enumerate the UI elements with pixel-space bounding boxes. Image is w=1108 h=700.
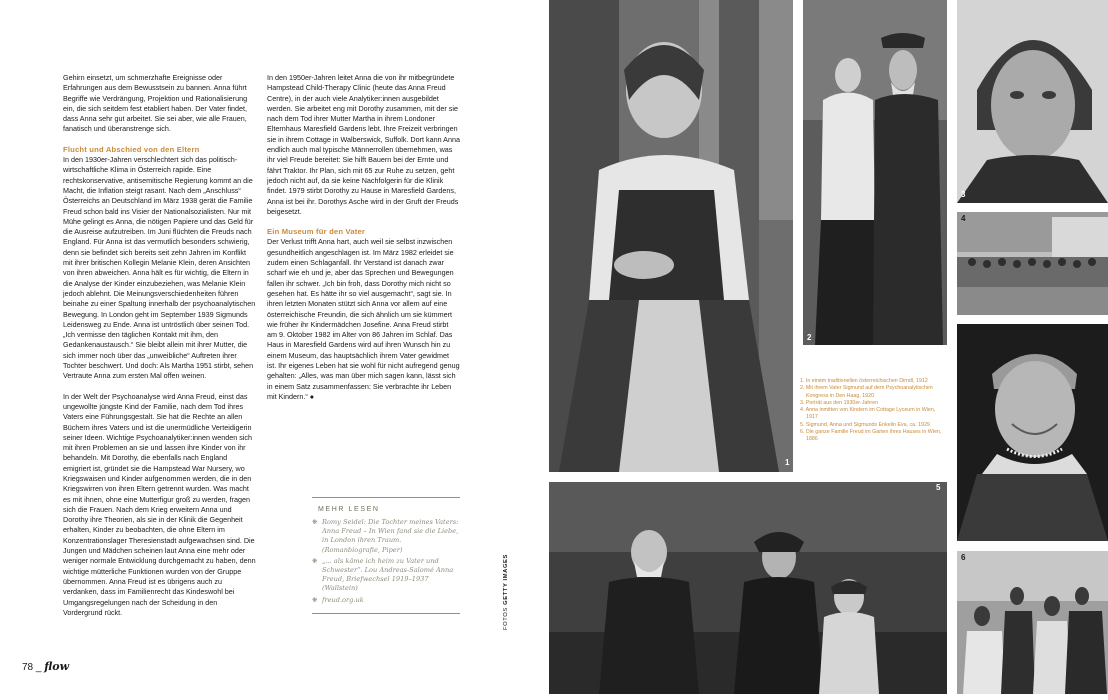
photo-dirndl-image [549,0,793,472]
caption-item: 2. Mit ihrem Vater Sigmund auf dem Psychoanalytischen Kongress in Den Haag, 1920 [800,385,933,399]
further-reading-item [312,518,460,555]
credit-prefix: FOTOS [503,607,509,630]
further-reading-link[interactable]: freud.org.uk [322,595,364,604]
photo-number: 4 [961,214,966,223]
caption-item: 4. Anna inmitten von Kindern im Cottage Lyceum in Wien, 1917 [800,407,936,421]
caption-item: 6. Die ganze Familie Freud im Garten ihres Hauses in Wien, 1886 [800,429,942,443]
body-paragraph [267,237,460,402]
further-reading-text: Romy Seidel: Die Tochter meines Vaters: Anna Freud – In Wien fand sie die Liebe, in London ihren Traum. (Romanbiografie, Piper) [322,518,459,554]
section-heading-flucht: Flucht und Abschied von den Eltern [63,144,200,154]
section-heading-museum: Ein Museum für den Vater [267,227,366,237]
photo-family-garden [957,551,1108,694]
flower-bullet-icon: ❋ [312,595,318,604]
credit-name: GETTY IMAGES [503,554,509,605]
photo-credit [503,554,509,630]
text-column-2 [267,73,460,412]
end-mark: ● [309,391,315,401]
flower-bullet-icon: ❋ [312,518,318,526]
photo-sigmund-anna-eva [549,482,947,694]
body-text: Der Verlust trifft Anna hart, auch weil sie selbst inzwischen gesundheitlich angeschlagen ist. Im März 1982 erleidet sie zudem einen Schlaganfall. Ihr Verstand ist danach zwar scharf wie eh und je, aber das Sprechen und Bewegungen fallen ihr schwer. „Ich bin froh, dass Dorothy mich nicht so gesehen hat. Es hätte ihr so viel ausgemacht“, sagt sie. In ihren letzten Monaten stützt sich Anna vor allem auf eine österreichische Freundin, die sich ähnlich um sie kümmert wie früher ihr Kindermädchen Josefine. Anna Freud stirbt am 9. Oktober 1982 im Alter von 86 Jahren im Schlaf. Das Haus in Maresfield Gardens wird auf ihren Wunsch hin zu einem Museum, das hauptsächlich ihrem Vater gewidmet ist. Ihr eigenes Leben hat sie wohl für nicht aufregend genug gehalten: „Alles, was man über mich sagen kann, lässt sich in einem Satz zusammenfassen: Sie verbrachte ihr Leben mit Kindern.“ [267,237,460,401]
body-paragraph: In den 1950er-Jahren leitet Anna die von ihr mitbegründete Hampstead Child-Therapy Clinic (heute das Anna Freud Centre), in der auch viele Analytiker:innen ausgebildet werden. Sie arbeitet eng mit Dorothy zusammen, mit der sie nach dem Tod ihrer Mutter Martha in ihrem Londoner Elternhaus Maresfield Gardens lebt. Ihre Freizeit verbringen sie in ihrem Cottage in Walberswick, Suffolk. Dort kann Anna endlich auch mal typische Männerrollen übernehmen, was ihr viel Freude bereitet: Sie hilft Bauern bei der Ernte und fährt Traktor. Ihr Plan, sich mit 65 zur Ruhe zu setzen, geht jedoch nicht auf, da sie keine Nachfolgerin für die Klinik findet. 1979 stirbt Dorothy zu Hause in Maresfield Gardens, Anna ist bei ihr. Dorothys Asche wird in der Gruft der Freuds beigesetzt. [267,73,460,216]
photo-portrait-image [957,0,1108,203]
page-footer [22,660,69,673]
photo-number: 2 [807,333,812,342]
photo-number: 1 [785,458,790,467]
photo-number: 6 [961,553,966,562]
photo-children-image [957,212,1108,315]
photo-children-group [957,212,1108,315]
footer-separator: _ [35,662,42,673]
caption-item: 1. In einem traditionellen österreichischen Dirndl, 1912 [800,378,928,384]
further-reading-box [312,497,460,614]
photo-anna-older-image [957,324,1108,541]
body-paragraph: In den 1930er-Jahren verschlechtert sich das politisch-wirtschaftliche Klima in Österreich rapide. Eine rechtskonservative, antisemitische Regierung kommt an die Macht, die Inflation steigt rasant. Nach dem „Anschluss“ Österreichs an Deutschland im März 1938 gerät die Familie Freud schon bald ins Visier der Nationalsozialisten. Nur mit Mühe gelingt es Anna, die nötigen Papiere und das Geld für die Ausreise aufzutreiben. Im Juni flüchten die Freuds nach England. Für Anna ist das vermutlich besonders schwierig, denn sie befindet sich bereits seit zehn Jahren im Konflikt mit ihrer britischen Kollegin Melanie Klein, deren Ansichten von ihren abweichen. Anna hält es für wichtig, die Eltern in die Analyse der Kinder einzubeziehen, was Melanie Klein jedoch ablehnt. Die Meinungsverschiedenheiten führen beinahe zu einer Spaltung innerhalb der psychoanalytischen Bewegung. In London geht im September 1939 Sigmunds Leidensweg zu Ende. Anna ist untröstlich über seinen Tod. „Ich vermisse den täglichen Kontakt mit ihm, den Gedankenaustausch.“ Sie bleibt allein mit ihrer Mutter, die sich immer noch über das „unweibliche“ Auftreten ihrer Tochter beschwert. Und doch: Als Martha 1951 stirbt, sehen Vertraute Anna zum ersten Mal offen weinen. [63,155,256,381]
magazine-logo: flow [44,660,70,673]
caption-item: 5. Sigmund, Anna und Sigmunds Enkelin Eva, ca. 1929 [800,421,930,428]
flower-bullet-icon: ❋ [312,556,318,565]
caption-item: 3. Porträt aus den 1930er-Jahren [800,399,879,406]
photo-family-bench-image [549,482,947,694]
photo-number: 3 [961,190,966,199]
photo-anna-father [803,0,947,345]
photo-anna-older [957,324,1108,541]
text-column-1 [63,73,257,628]
photo-number: 5 [936,483,941,492]
page-number: 78 [22,662,34,673]
further-reading-title: MEHR LESEN [318,506,380,513]
photo-family-garden-image [957,551,1108,694]
photo-captions [800,378,948,444]
photo-anna-father-image [803,0,947,345]
further-reading-item[interactable] [312,596,460,605]
further-reading-text: „... als käme ich heim zu Vater und Schwester“. Lou Andreas-Salomé Anna Freud, Briefwechsel 1919–1937 (Wallstein) [322,556,454,593]
photo-portrait-1930s [957,0,1108,203]
intro-paragraph: Gehirn einsetzt, um schmerzhafte Ereignisse oder Erfahrungen aus dem Bewusstsein zu bannen. Anna führt Begriffe wie Verdrängung, Projektion und Rationalisierung ein, die sich seitdem fest etabliert haben. Der Vater findet, dass Anna sehr gut arbeitet. Sie sei aber, wie alle Frauen, fanatisch und überanstrenge sich. [63,73,248,134]
further-reading-item [312,557,460,594]
photo-dirndl-portrait [549,0,793,472]
body-paragraph: In der Welt der Psychoanalyse wird Anna Freud, einst das ungewollte jüngste Kind der Familie, nach dem Tod ihres Vaters eine Führungsgestalt. Sie hat die Rechte an allen Büchern ihres Vaters und ist die unermüdliche Verteidigerin seiner Ideen. Wichtige Psychoanalytiker:innen wenden sich mit ihren Problemen an sie und lassen ihre Kinder von ihr behandeln. Mit Dorothy, die ebenfalls nach England emigriert ist, gründet sie die Hampstead War Nursery, wo Kriegswaisen und Kinder aufgenommen werden, die in den Kriegswirren von ihren Eltern getrennt wurden. Was macht es mit ihnen, ohne eine Mutterfigur groß zu werden, fragen sich die Frauen. Nach dem Krieg erweitern Anna und Dorothy ihre Theorien, als sie in der Klinik die Gegenheit erhalten, Kinder zu beobachten, die ohne Eltern im Konzentrationslager Theresienstadt aufgewachsen sind. Die Jungen und Mädchen scheinen laut Anna eine mehr oder weniger normale Entwicklung durchgemacht zu haben, denn wichtige mütterliche Funktionen wurden von der Gruppe übernommen. Anna Freud ist es übrigens auch zu verdanken, dass im Familienrecht das Kindeswohl bei Umgangsregelungen nach der Scheidung in den Vordergrund rückt. [63,391,256,617]
